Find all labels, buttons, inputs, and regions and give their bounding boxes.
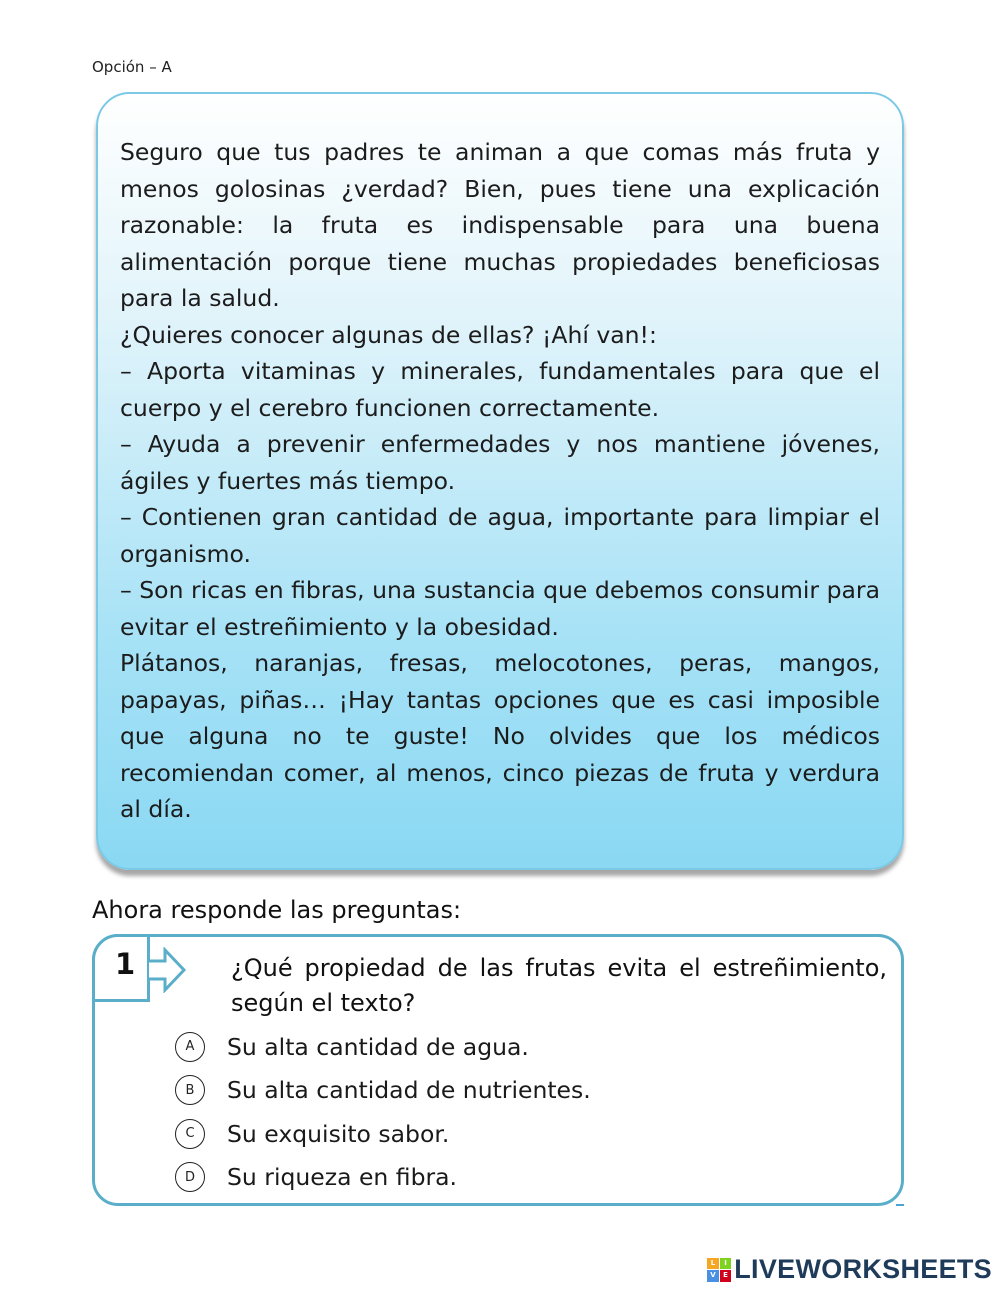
option-text: Su riqueza en fibra. [227,1163,458,1192]
question-text: ¿Qué propiedad de las frutas evita el estreñimiento, según el texto? [231,954,887,1017]
answer-options [175,1025,591,1199]
reading-paragraph: – Aporta vitaminas y minerales, fundamentales para que el cuerpo y el cerebro funcionen correctamente. [120,357,880,422]
instructions-heading: Ahora responde las preguntas: [92,896,462,924]
brand-logo-icon [707,1258,731,1282]
logo-letter: V [707,1270,719,1282]
question-box [92,934,904,1206]
stray-mark [896,1188,904,1206]
reading-paragraph: Seguro que tus padres te animan a que comas más fruta y menos golosinas ¿verdad? Bien, pues tiene una explicación razonable: la fruta es indispensable para una buena alimentación porque tiene muchas propiedades beneficiosas para la salud. [120,138,880,312]
option-radio-a[interactable]: A [175,1032,205,1062]
answer-option-a[interactable] [175,1025,591,1069]
answer-option-d[interactable] [175,1156,591,1200]
option-text: Su alta cantidad de nutrientes. [227,1076,591,1105]
reading-passage-text [120,134,880,828]
answer-option-c[interactable] [175,1112,591,1156]
option-label: Opción – A [92,58,172,76]
reading-paragraph: – Son ricas en fibras, una sustancia que debemos consumir para evitar el estreñimiento y la obesidad. [120,576,880,641]
option-radio-d[interactable]: D [175,1162,205,1192]
question-number: 1 [115,947,136,981]
question-number-tab [92,934,150,1002]
option-text: Su exquisito sabor. [227,1119,450,1148]
reading-passage-box [96,92,904,870]
reading-paragraph: Plátanos, naranjas, fresas, melocotones, peras, mangos, papayas, piñas… ¡Hay tantas opciones que es casi imposible que alguna no te guste! No olvides que los médicos recomiendan comer, al menos, cinco piezas de fruta y verdura al día. [120,649,880,823]
brand-name: LIVEWORKSHEETS [734,1254,992,1284]
answer-option-b[interactable] [175,1069,591,1113]
logo-letter: E [720,1270,732,1282]
option-text: Su alta cantidad de agua. [227,1032,529,1061]
reading-paragraph: – Contienen gran cantidad de agua, importante para limpiar el organismo. [120,503,880,568]
option-radio-c[interactable]: C [175,1119,205,1149]
option-radio-b[interactable]: B [175,1075,205,1105]
logo-letter: L [707,1258,719,1270]
reading-paragraph: ¿Quieres conocer algunas de ellas? ¡Ahí van!: [120,320,657,349]
brand-footer[interactable] [707,1254,992,1285]
arrow-right-icon [147,947,187,993]
reading-paragraph: – Ayuda a prevenir enfermedades y nos mantiene jóvenes, ágiles y fuertes más tiempo. [120,430,880,495]
logo-letter: I [720,1258,732,1270]
